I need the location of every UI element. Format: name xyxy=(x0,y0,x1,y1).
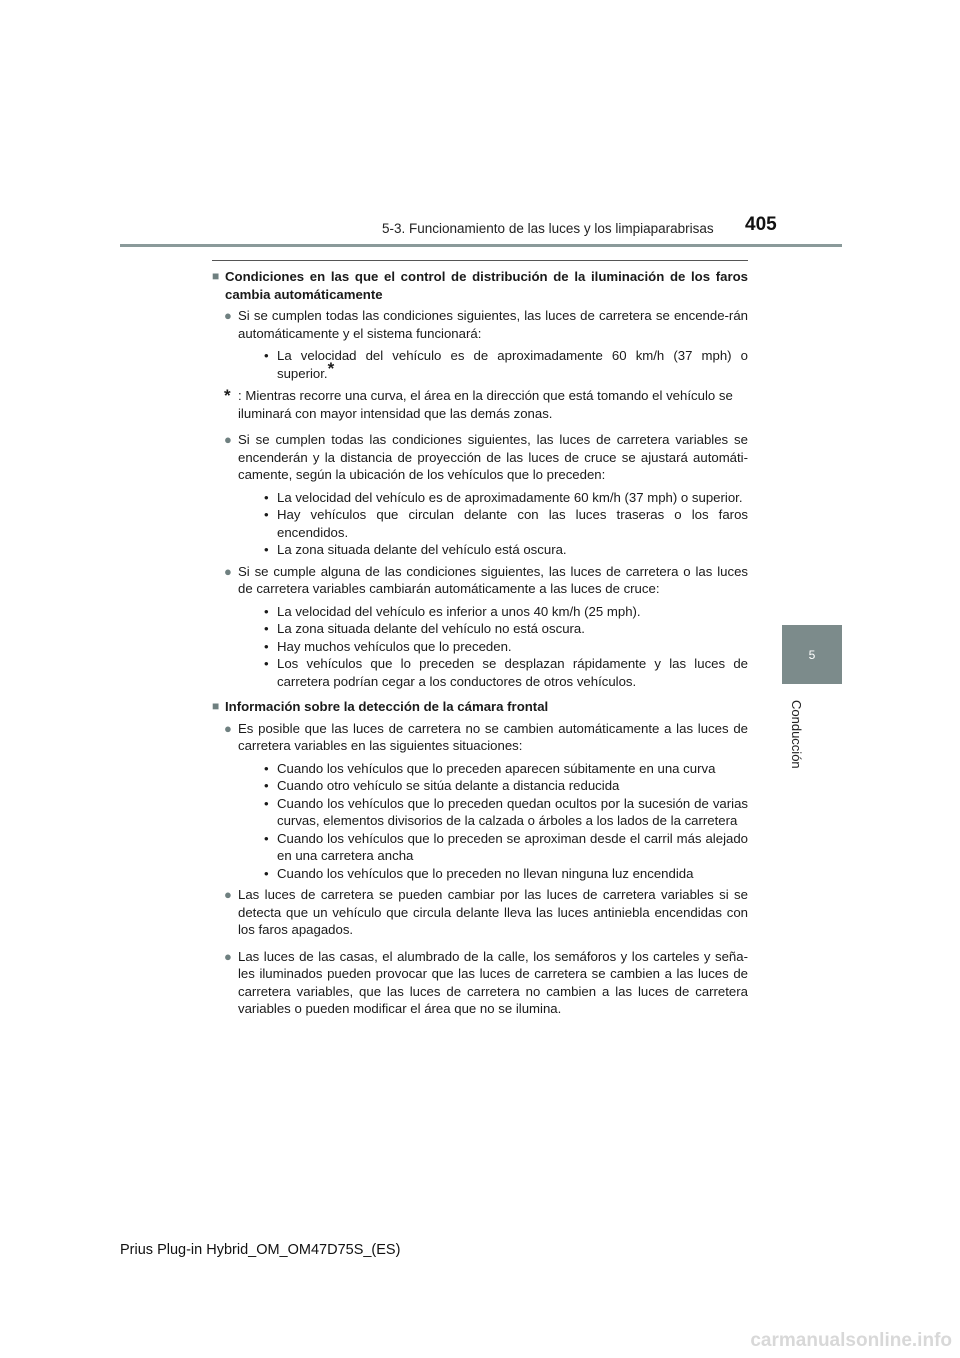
page-content xyxy=(212,268,748,1023)
list-item: • Hay vehículos que circulan delante con las luces traseras o los faros encendidos. xyxy=(264,507,748,540)
section-front-camera xyxy=(212,698,748,1018)
list-item: • La velocidad del vehículo es de aproximadamente 60 km/h (37 mph) o superior.* xyxy=(264,348,748,381)
square-bullet-icon: ■ xyxy=(212,699,220,713)
page-number: 405 xyxy=(745,214,777,235)
section-heading xyxy=(212,698,748,716)
list-item: • La zona situada delante del vehículo no está oscura. xyxy=(264,621,585,636)
content-top-rule xyxy=(212,260,748,261)
bullet-item xyxy=(224,948,748,1018)
footer-manual-id: Prius Plug-in Hybrid_OM_OM47D75S_(ES) xyxy=(120,1242,401,1258)
list-item: • Cuando otro vehículo se sitúa delante a distancia reducida xyxy=(264,778,620,793)
circle-bullet-icon: ● xyxy=(224,432,232,447)
sub-list xyxy=(264,603,748,691)
section-headlight-distribution xyxy=(212,268,748,690)
footnote-text: : Mientras recorre una curva, el área en la dirección que está tomando el vehículo se iluminará con mayor intensidad que las demás zonas. xyxy=(238,388,733,421)
sub-list xyxy=(264,489,748,559)
circle-bullet-icon: ● xyxy=(224,948,232,964)
footnote xyxy=(224,387,748,422)
bullet-text: Las luces de las casas, el alumbrado de la calle, los semáforos y los carteles y seña-les iluminados pueden provocar que las luces de carretera se cambien a las luces de carretera variables, que las luces de carretera no cambien a las luces de carretera variables o pueden modificar el área que no se ilumina. xyxy=(238,948,748,1016)
list-item: • Cuando los vehículos que lo preceden aparecen súbitamente en una curva xyxy=(264,760,716,776)
bullet-text: Es posible que las luces de carretera no se cambien automáticamente a las luces de carretera variables en las siguientes situaciones: xyxy=(238,720,748,753)
bullet-item xyxy=(224,563,748,691)
watermark: carmanualsonline.info xyxy=(750,1330,952,1351)
chapter-tab xyxy=(782,625,842,684)
circle-bullet-icon: ● xyxy=(224,887,232,902)
square-bullet-icon: ■ xyxy=(212,269,220,283)
bullet-text: Si se cumplen todas las condiciones siguientes, las luces de carretera se encende-rán automáticamente y el sistema funcionará: xyxy=(238,308,748,341)
section-heading-text: Información sobre la detección de la cámara frontal xyxy=(225,699,549,714)
bullet-text: Las luces de carretera se pueden cambiar por las luces de carretera variables si se detecta que un vehículo que circula delante lleva las luces antiniebla encendidas con los faros apagados. xyxy=(238,887,748,937)
circle-bullet-icon: ● xyxy=(224,563,232,579)
list-item: • Cuando los vehículos que lo preceden quedan ocultos por la sucesión de varias curvas, elementos divisorios de la calzada o árboles a los lados de la carretera xyxy=(264,795,748,828)
footnote-asterisk: * xyxy=(224,386,231,405)
footnote-marker: * xyxy=(327,358,335,378)
header-section-title: 5-3. Funcionamiento de las luces y los limpiaparabrisas xyxy=(382,221,714,236)
bullet-text: Si se cumple alguna de las condiciones siguientes, las luces de carretera o las luces de carretera variables cambiarán automáticamente a las luces de cruce: xyxy=(238,563,748,596)
circle-bullet-icon: ● xyxy=(224,308,232,323)
bullet-item xyxy=(224,431,748,559)
list-item: • Hay muchos vehículos que lo preceden. xyxy=(264,638,512,654)
bullet-item xyxy=(224,720,748,883)
list-item: • La zona situada delante del vehículo está oscura. xyxy=(264,542,567,557)
list-item: • Cuando los vehículos que lo preceden no llevan ninguna luz encendida xyxy=(264,865,694,881)
list-item: • La velocidad del vehículo es de aproximadamente 60 km/h (37 mph) o superior. xyxy=(264,489,743,505)
list-item: • Cuando los vehículos que lo preceden se aproximan desde el carril más alejado en una carretera ancha xyxy=(264,830,748,863)
bullet-item xyxy=(224,886,748,939)
section-heading-text: Condiciones en las que el control de distribución de la iluminación de los faros cambia automáticamente xyxy=(225,269,748,302)
chapter-number: 5 xyxy=(808,647,816,662)
bullet-text: Si se cumplen todas las condiciones siguientes, las luces de carretera variables se encenderán y la distancia de proyección de las luces de cruce se ajustará automáti-camente, según la ubicación de los vehículos que lo preceden: xyxy=(238,432,748,482)
sub-list xyxy=(264,760,748,883)
list-item: • La velocidad del vehículo es inferior a unos 40 km/h (25 mph). xyxy=(264,603,641,619)
sub-list xyxy=(264,347,748,382)
list-item: • Los vehículos que lo preceden se desplazan rápidamente y las luces de carretera podrían cegar a los conductores de otros vehículos. xyxy=(264,656,748,689)
header-rule xyxy=(120,244,842,247)
section-heading xyxy=(212,268,748,303)
bullet-item xyxy=(224,307,748,382)
circle-bullet-icon: ● xyxy=(224,720,232,736)
chapter-label: Conducción xyxy=(789,700,804,769)
list-item-text: La velocidad del vehículo es de aproximadamente 60 km/h (37 mph) o superior. xyxy=(277,348,748,381)
